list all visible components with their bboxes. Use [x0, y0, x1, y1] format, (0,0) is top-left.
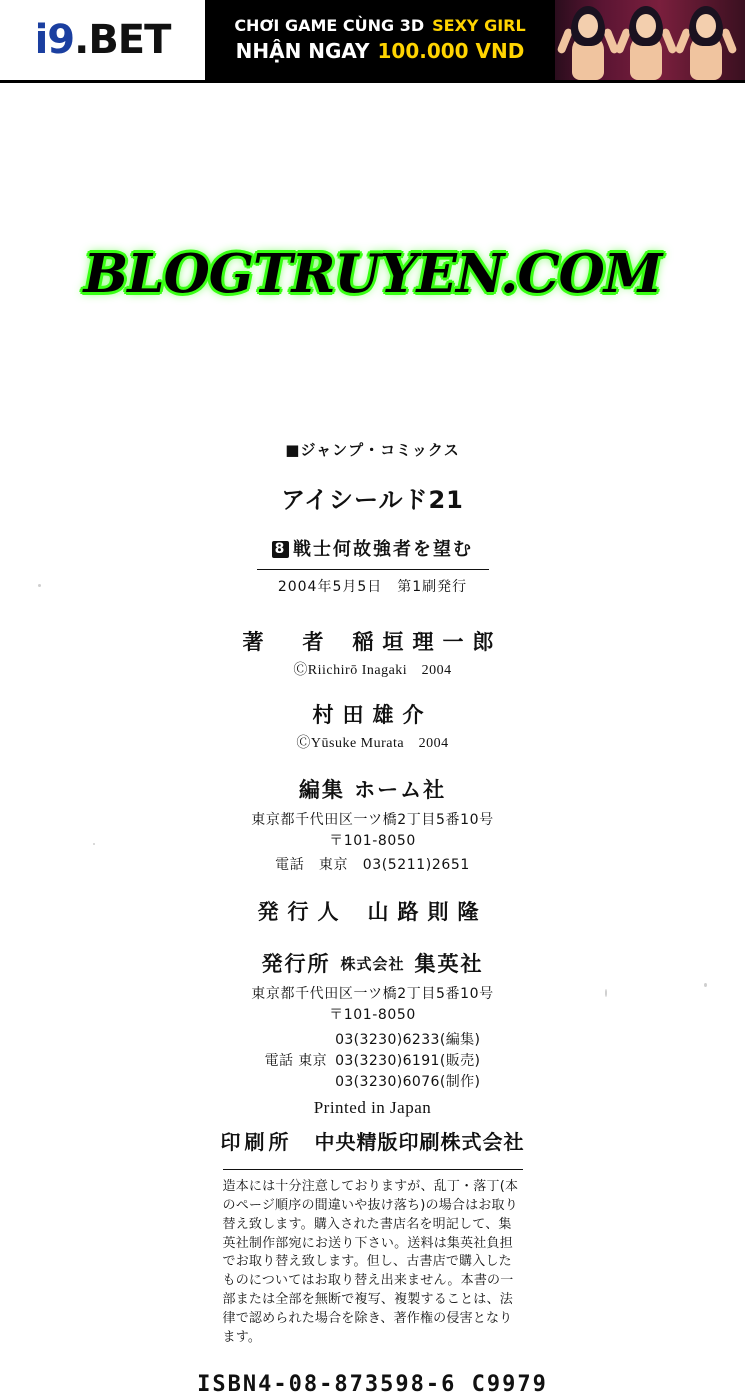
imprint-label: ■ジャンプ・コミックス — [285, 441, 460, 459]
advertisement-banner[interactable] — [0, 0, 745, 83]
publisher-person-name: 山路則隆 — [367, 900, 488, 924]
volume-line — [0, 535, 745, 561]
ad-copy-line-2 — [236, 39, 525, 63]
ad-character-artwork — [555, 0, 745, 80]
divider-rule — [257, 569, 489, 570]
editor-label: 編集 ホーム社 — [298, 778, 447, 802]
publisher-telephone-line: 03(3230)6191(販売) — [335, 1053, 481, 1069]
publisher-row — [0, 948, 745, 978]
colophon-block — [0, 439, 745, 1397]
publisher-telephone-line: 03(3230)6233(編集) — [335, 1032, 481, 1048]
volume-number-badge: 8 — [272, 541, 289, 558]
staff-section — [0, 626, 745, 1155]
publisher-role-label: 発行所 — [261, 952, 331, 976]
manga-page-image — [0, 83, 745, 1397]
ad-copy-line-2-right: 100.000 VND — [377, 38, 525, 63]
ad-character-2-icon — [617, 6, 675, 80]
ad-copy-block — [205, 0, 555, 80]
editor-address-line-1: 東京都千代田区一ツ橋2丁目5番10号 — [251, 812, 494, 828]
legal-divider — [223, 1169, 523, 1170]
ad-copy-line-2-left: NHẬN NGAY — [235, 38, 370, 63]
publisher-telephone-block — [0, 1030, 745, 1093]
printer-name: 中央精版印刷株式会社 — [314, 1130, 525, 1154]
publisher-company-type: 株式会社 — [340, 955, 405, 973]
publisher-name: 集英社 — [414, 952, 484, 976]
editor-telephone: 電話 東京 03(5211)2651 — [275, 857, 470, 873]
printed-in-japan: Printed in Japan — [313, 1098, 432, 1117]
publisher-person-role-label: 発行人 — [257, 900, 348, 924]
volume-title: 戦士何故強者を望む — [293, 539, 473, 560]
publisher-telephone-label: 電話 東京 — [264, 1053, 328, 1069]
editor-address-line-2: 〒101-8050 — [329, 833, 416, 849]
print-date: 2004年5月5日 第1刷発行 — [277, 579, 468, 595]
author-row — [0, 626, 745, 656]
publisher-address-line-1: 東京都千代田区一ツ橋2丁目5番10号 — [251, 986, 494, 1002]
publisher-address-line-2: 〒101-8050 — [329, 1007, 416, 1023]
editor-row — [0, 774, 745, 804]
printer-role-label: 印刷所 — [220, 1130, 293, 1154]
site-watermark: BLOGTRUYEN.COM — [83, 243, 662, 305]
ad-brand-logo-dot: . — [74, 17, 89, 63]
ad-copy-line-1-right: SEXY GIRL — [432, 15, 526, 35]
ad-brand-logo-text — [34, 17, 171, 63]
artist-name: 村田雄介 — [312, 703, 433, 727]
ad-character-3-icon — [677, 6, 735, 80]
ad-copy-line-1 — [234, 16, 525, 35]
publisher-telephone-line: 03(3230)6076(制作) — [335, 1074, 481, 1090]
ad-copy-line-1-left: CHƠI GAME CÙNG 3D — [234, 15, 425, 35]
author-role-label: 著 者 — [242, 630, 333, 654]
author-name: 稲垣理一郎 — [352, 630, 503, 654]
publisher-telephone-numbers — [335, 1030, 480, 1093]
ad-brand-logo-bet: BET — [88, 17, 171, 63]
author-copyright: ⒸRiichirō Inagaki 2004 — [293, 663, 452, 678]
ad-brand-logo[interactable] — [0, 0, 205, 80]
artist-copyright: ⒸYūsuke Murata 2004 — [296, 736, 449, 751]
publisher-person-row — [0, 896, 745, 926]
printer-row — [0, 1126, 745, 1155]
isbn-code: ISBN4-08-873598-6 C9979 — [197, 1371, 548, 1397]
legal-notice: 造本には十分注意しておりますが、乱丁・落丁(本のページ順序の間違いや抜け落ち)の場合はお取り替え致します。購入された書店名を明記して、集英社制作部宛にお送り下さい。送料は集英社負担でお取り替え致します。但し、古書店で購入したものについてはお取り替え出来ません。本書の一部または全部を無断で複写、複製することは、法律で認められた場合を除き、著作権の侵害となります。 — [222, 1179, 519, 1345]
ad-brand-logo-i9: i9 — [34, 17, 75, 63]
artist-row — [0, 699, 745, 729]
series-title: アイシールド21 — [281, 486, 464, 514]
ad-character-1-icon — [559, 6, 617, 80]
